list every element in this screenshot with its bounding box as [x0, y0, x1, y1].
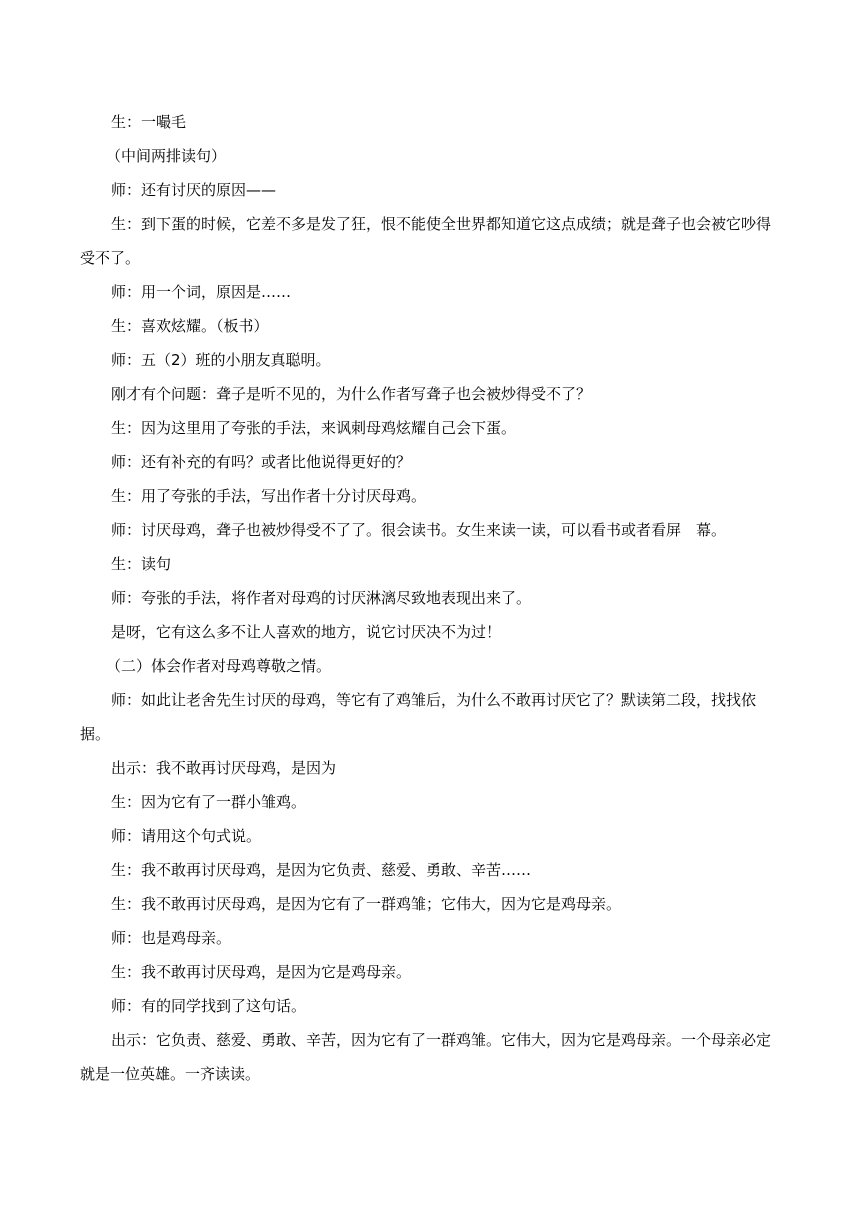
paragraph-23: 师：也是鸡母亲。 — [111, 929, 232, 947]
paragraph-8: 刚才有个问题：聋子是听不见的，为什么作者写聋子也会被炒得受不了？ — [111, 385, 592, 403]
document-body — [80, 105, 785, 1091]
paragraph-17: 师：如此让老舍先生讨厌的母鸡，等它有了鸡雏后，为什么不敢再讨厌它了？默读第二段，找找依据。 — [80, 691, 757, 743]
paragraph-9: 生：因为这里用了夸张的手法，来讽刺母鸡炫耀自己会下蛋。 — [111, 419, 517, 437]
paragraph-25: 师：有的同学找到了这句话。 — [111, 997, 307, 1015]
paragraph-18: 出示：我不敢再讨厌母鸡，是因为 — [111, 759, 337, 777]
paragraph-21: 生：我不敢再讨厌母鸡，是因为它负责、慈爱、勇敢、辛苦…… — [111, 861, 532, 879]
paragraph-13: 生：读句 — [111, 555, 172, 573]
paragraph-15: 是呀，它有这么多不让人喜欢的地方，说它讨厌决不为过！ — [111, 623, 502, 641]
paragraph-24: 生：我不敢再讨厌母鸡，是因为它是鸡母亲。 — [111, 963, 412, 981]
paragraph-11: 生：用了夸张的手法，写出作者十分讨厌母鸡。 — [111, 487, 427, 505]
paragraph-26: 出示：它负责、慈爱、勇敢、辛苦，因为它有了一群鸡雏。它伟大，因为它是鸡母亲。一个母亲必定就是一位英雄。一齐读读。 — [80, 1031, 772, 1083]
paragraph-20: 师：请用这个句式说。 — [111, 827, 262, 845]
paragraph-1: 生：一嘬毛 — [111, 113, 187, 131]
paragraph-14: 师：夸张的手法，将作者对母鸡的讨厌淋漓尽致地表现出来了。 — [111, 589, 532, 607]
paragraph-5: 师：用一个词，原因是…… — [111, 283, 292, 301]
paragraph-7: 师：五（2）班的小朋友真聪明。 — [111, 351, 331, 369]
paragraph-16: （二）体会作者对母鸡尊敬之情。 — [106, 657, 332, 675]
paragraph-3: 师：还有讨厌的原因—— — [111, 181, 277, 199]
paragraph-22: 生：我不敢再讨厌母鸡，是因为它有了一群鸡雏；它伟大，因为它是鸡母亲。 — [111, 895, 622, 913]
paragraph-2: （中间两排读句） — [106, 147, 227, 165]
paragraph-19: 生：因为它有了一群小雏鸡。 — [111, 793, 307, 811]
paragraph-4: 生：到下蛋的时候，它差不多是发了狂，恨不能使全世界都知道它这点成绩；就是聋子也会被它吵得受不了。 — [80, 215, 772, 267]
paragraph-12: 师：讨厌母鸡，聋子也被炒得受不了了。很会读书。女生来读一读，可以看书或者看屏 幕。 — [111, 521, 727, 539]
paragraph-10: 师：还有补充的有吗？或者比他说得更好的？ — [111, 453, 412, 471]
paragraph-6: 生：喜欢炫耀。（板书） — [111, 317, 269, 335]
